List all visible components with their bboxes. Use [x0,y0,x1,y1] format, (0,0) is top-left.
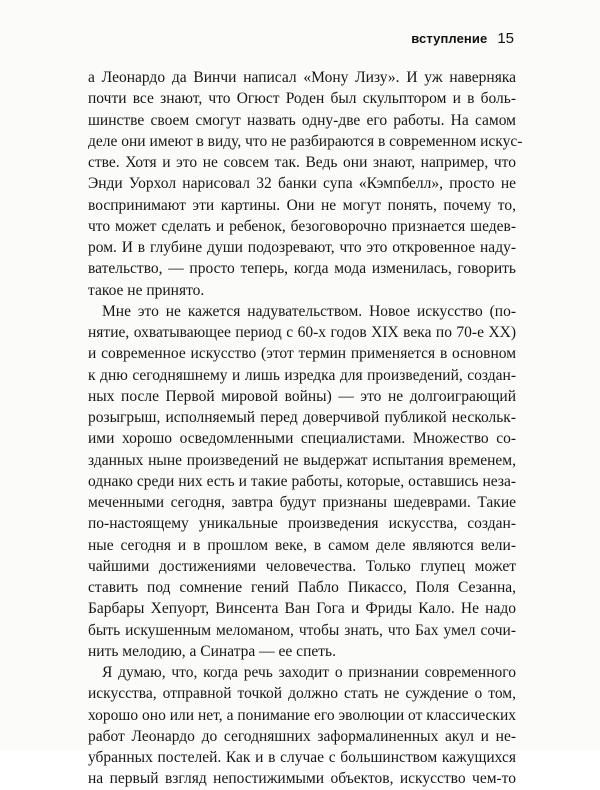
text-line: деле они имеют в виду, что не разбираются в современном искус- [88,132,523,150]
text-line: искусства, отправной точкой должно стать не суждение о том, [88,685,516,703]
text-line: Барбары Хепуорт, Винсента Ван Гога и Фриды Кало. Не надо [88,600,516,618]
text-line: Мне это не кажется надувательством. Новое искусство (по- [102,302,516,320]
text-line: по-настоящему уникальные произведения искусства, создан- [88,515,516,533]
text-line: на первый взгляд непостижимыми объектов, искусство чем-то [88,770,516,788]
paragraph [88,301,516,662]
text-line: Я думаю, что, когда речь заходит о признании современного [102,664,516,681]
text-line: чайшими достижениями человечества. Только глупец может [88,557,516,575]
text-line: к дню сегодняшнему и лишь изредка для произведений, создан- [88,366,516,384]
text-line: а Леонардо да Винчи написал «Мону Лизу». И уж наверняка [88,69,516,86]
text-line: убранных постелей. Как и в случае с большинством кажущихся [88,749,516,766]
text-line: ных после Первой мировой войны) — это не долгоиграющий [88,387,516,405]
text-line: розыгрыш, исполняемый перед доверчивой публикой нескольк- [88,409,516,426]
paragraph [88,67,523,301]
text-line: Энди Уорхол нарисовал 32 банки супа «Кэмпбелл», просто не [88,175,516,193]
page-number: 15 [497,30,514,47]
text-line: работ Леонардо до сегодняшних заформалиненных акул и не- [88,727,516,745]
text-line: воспринимают эти картины. Они не могут понять, почему то, [88,196,516,214]
text-line: и современное искусство (этот термин применяется в основном [88,345,516,363]
text-line: стве. Хотя и это не совсем так. Ведь они знают, например, что [88,154,516,171]
text-line: нятие, охватывающее период с 60-х годов XIX века по 70-е XX) [88,324,516,341]
text-line: почти все знают, что Огюст Роден был скульптором и в боль- [88,90,516,108]
text-line: однако среди них есть и такие работы, которые, оставшись неза- [88,472,516,490]
text-line: меченными сегодня, завтра будут признаны шедеврами. Такие [88,494,516,511]
paragraph [88,662,516,790]
text-line: такое не принято. [88,281,205,299]
text-line: шинстве своем смогут назвать одну-две его работы. На самом [88,111,516,129]
running-head [411,30,514,47]
text-line: нить мелодию, а Синатра — ее спеть. [88,642,336,660]
text-line: зданных ныне произведений не выдержат испытания временем, [88,451,516,469]
text-line: быть искушенным меломаном, чтобы знать, что Бах умел сочи- [88,621,516,639]
text-line: хорошо оно или нет, а понимание его эволюции от классических [88,706,516,724]
body-text [88,67,523,790]
text-line: ими хорошо осведомленными специалистами. Множество со- [88,430,516,448]
text-line: ставить под сомнение гений Пабло Пикассо, Поля Сезанна, [88,579,516,596]
text-line: вательство, — просто теперь, когда мода изменилась, говорить [88,260,516,278]
text-line: что может сделать и ребенок, безоговорочно признается шедев- [88,217,516,235]
text-line: ные сегодня и в прошлом веке, в самом деле являются вели- [88,536,516,554]
text-line: ром. И в глубине души подозревают, что это откровенное наду- [88,239,516,256]
section-title: вступление [411,31,488,46]
